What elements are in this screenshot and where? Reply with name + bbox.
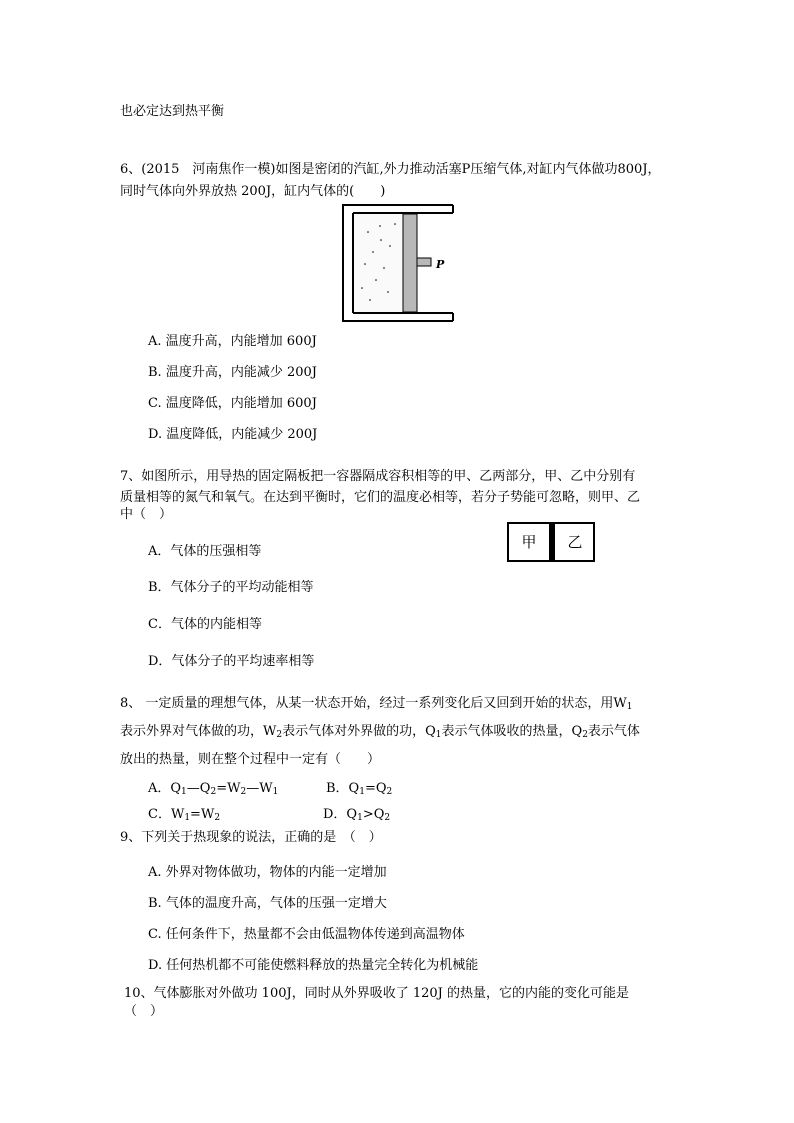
q6-line2: 同时气体向外界放热 200J，缸内气体的( ) xyxy=(120,184,386,199)
q6-line1: 6、(2015 河南焦作一模)如图是密闭的汽缸,外力推动活塞P压缩气体,对缸内气体做功800J， xyxy=(120,162,661,177)
q6-option-d: D. 温度降低，内能减少 200J xyxy=(148,427,318,442)
q9-title: 9、下列关于热现象的说法，正确的是 （ ） xyxy=(120,830,382,845)
chamber-yi-label: 乙 xyxy=(567,533,583,551)
q8-line1: 8、 一定质量的理想气体，从某一状态开始，经过一系列变化后又回到开始的状态，用$W_1$ xyxy=(120,696,633,712)
q7-option-b: B．气体分子的平均动能相等 xyxy=(148,580,314,595)
q8-line3: 放出的热量，则在整个过程中一定有（ ） xyxy=(120,752,381,767)
q10-line1: 10、气体膨胀对外做功 100J，同时从外界吸收了 120J 的热量，它的内能的变化可能是 xyxy=(124,986,629,1001)
q7-line3: 中（ ） xyxy=(120,507,173,522)
gas-region xyxy=(354,214,403,312)
q7-line1: 7、如图所示，用导热的固定隔板把一容器隔成容积相等的甲、乙两部分，甲、乙中分别有 xyxy=(120,469,636,484)
chamber-jia-label: 甲 xyxy=(521,533,537,551)
q6-option-b: B. 温度升高，内能减少 200J xyxy=(148,365,317,380)
q9-option-d: D. 任何热机都不可能使燃料释放的热量完全转化为机械能 xyxy=(148,958,479,973)
intro-text: 也必定达到热平衡 xyxy=(120,104,225,119)
cylinder-piston-figure xyxy=(340,202,460,324)
q7-line2: 质量相等的氮气和氧气。在达到平衡时，它们的温度必相等，若分子势能可忽略，则甲、乙 xyxy=(120,490,641,505)
q8-option-d: D．$Q_1>Q_2$ xyxy=(323,807,391,823)
q10-line2: （ ） xyxy=(124,1004,164,1019)
q7-option-a: A．气体的压强相等 xyxy=(148,544,262,559)
q8-option-b: B．$Q_1=Q_2$ xyxy=(326,781,393,797)
partition-container-figure xyxy=(507,522,595,562)
q6-option-a: A. 温度升高，内能增加 600J xyxy=(148,334,317,349)
q9-option-b: B. 气体的温度升高，气体的压强一定增大 xyxy=(148,896,387,911)
q7-option-d: D．气体分子的平均速率相等 xyxy=(148,654,315,669)
q9-option-c: C. 任何条件下，热量都不会由低温物体传递到高温物体 xyxy=(148,927,465,942)
piston-label: P xyxy=(436,258,445,271)
q9-option-a: A. 外界对物体做功，物体的内能一定增加 xyxy=(148,865,387,880)
q7-option-c: C．气体的内能相等 xyxy=(148,617,262,632)
q8-option-a: A．$Q_1—Q_2=W_2—W_1$ xyxy=(148,781,279,797)
q8-line2: 表示外界对气体做的功，$W_2$表示气体对外界做的功，$Q_1$表示气体吸收的热量，$Q_2$表示气体 xyxy=(120,724,640,740)
piston-rod xyxy=(417,258,431,266)
piston xyxy=(403,214,417,312)
q8-option-c: C．$W_1=W_2$ xyxy=(148,807,221,823)
q6-option-c: C. 温度降低，内能增加 600J xyxy=(148,396,317,411)
